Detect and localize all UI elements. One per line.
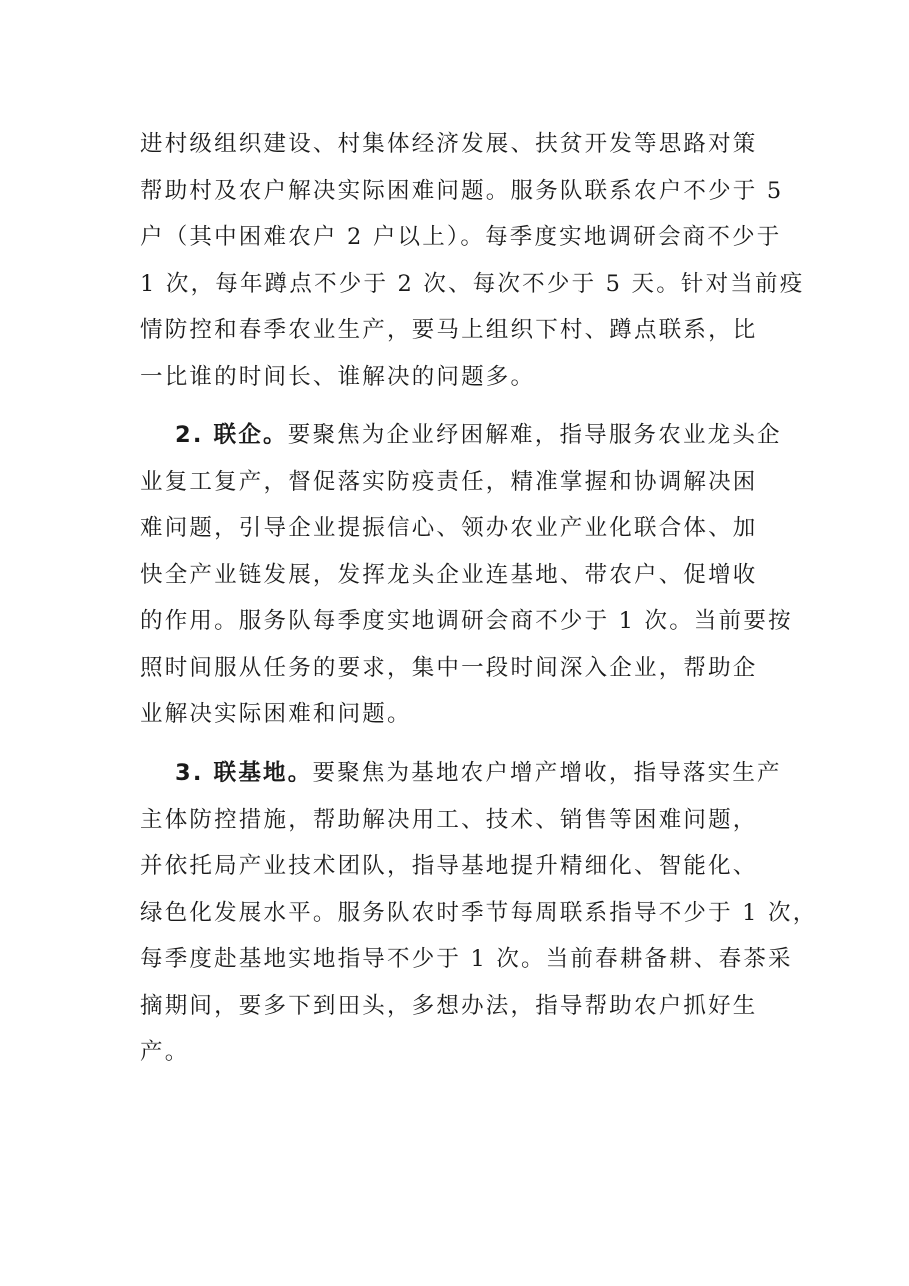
text-line: 进村级组织建设、村集体经济发展、扶贫开发等思路对策 bbox=[140, 131, 758, 157]
paragraph-base-contact bbox=[140, 750, 818, 1076]
text-line: 产。 bbox=[140, 1039, 190, 1065]
text-line: 情防控和春季农业生产，要马上组织下村、蹲点联系，比 bbox=[140, 317, 758, 343]
text-line: 难问题，引导企业提振信心、领办农业产业化联合体、加 bbox=[140, 515, 758, 541]
text-line: 绿色化发展水平。服务队农时季节每周联系指导不少于 1 次， bbox=[140, 899, 818, 926]
text-line: 业复工复产，督促落实防疫责任，精准掌握和协调解决困 bbox=[140, 468, 758, 495]
text-line: 户（其中困难农户 2 户以上）。每季度实地调研会商不少于 bbox=[140, 224, 782, 250]
text-line: 照时间服从任务的要求，集中一段时间深入企业，帮助企 bbox=[140, 654, 758, 681]
text-line: 每季度赴基地实地指导不少于 1 次。当前春耕备耕、春茶采 bbox=[140, 946, 793, 972]
section-heading: 3. 联基地。 bbox=[175, 760, 313, 786]
paragraph-enterprise-contact bbox=[140, 412, 793, 738]
text-line: 并依托局产业技术团队，指导基地提升精细化、智能化、 bbox=[140, 853, 758, 879]
text-line: 业解决实际困难和问题。 bbox=[140, 701, 412, 727]
section-heading: 2. 联企。 bbox=[175, 422, 288, 448]
text-line: 主体防控措施，帮助解决用工、技术、销售等困难问题， bbox=[140, 806, 758, 833]
text-line: 摘期间，要多下到田头，多想办法，指导帮助农户抓好生 bbox=[140, 992, 758, 1019]
text-line-first bbox=[140, 750, 780, 797]
text-line: 快全产业链发展，发挥龙头企业连基地、带农户、促增收 bbox=[140, 561, 758, 588]
text-run: 要聚焦为企业纾困解难，指导服务农业龙头企 bbox=[287, 422, 782, 448]
paragraph-village-contact bbox=[140, 121, 805, 400]
text-line: 1 次，每年蹲点不少于 2 次、每次不少于 5 天。针对当前疫 bbox=[140, 270, 805, 297]
text-line-first bbox=[140, 412, 780, 459]
text-line: 帮助村及农户解决实际困难问题。服务队联系农户不少于 5 bbox=[140, 177, 784, 204]
text-run: 要聚焦为基地农户增产增收，指导落实生产 bbox=[312, 760, 782, 786]
text-line: 一比谁的时间长、谁解决的问题多。 bbox=[140, 363, 536, 390]
text-line: 的作用。服务队每季度实地调研会商不少于 1 次。当前要按 bbox=[140, 608, 793, 634]
